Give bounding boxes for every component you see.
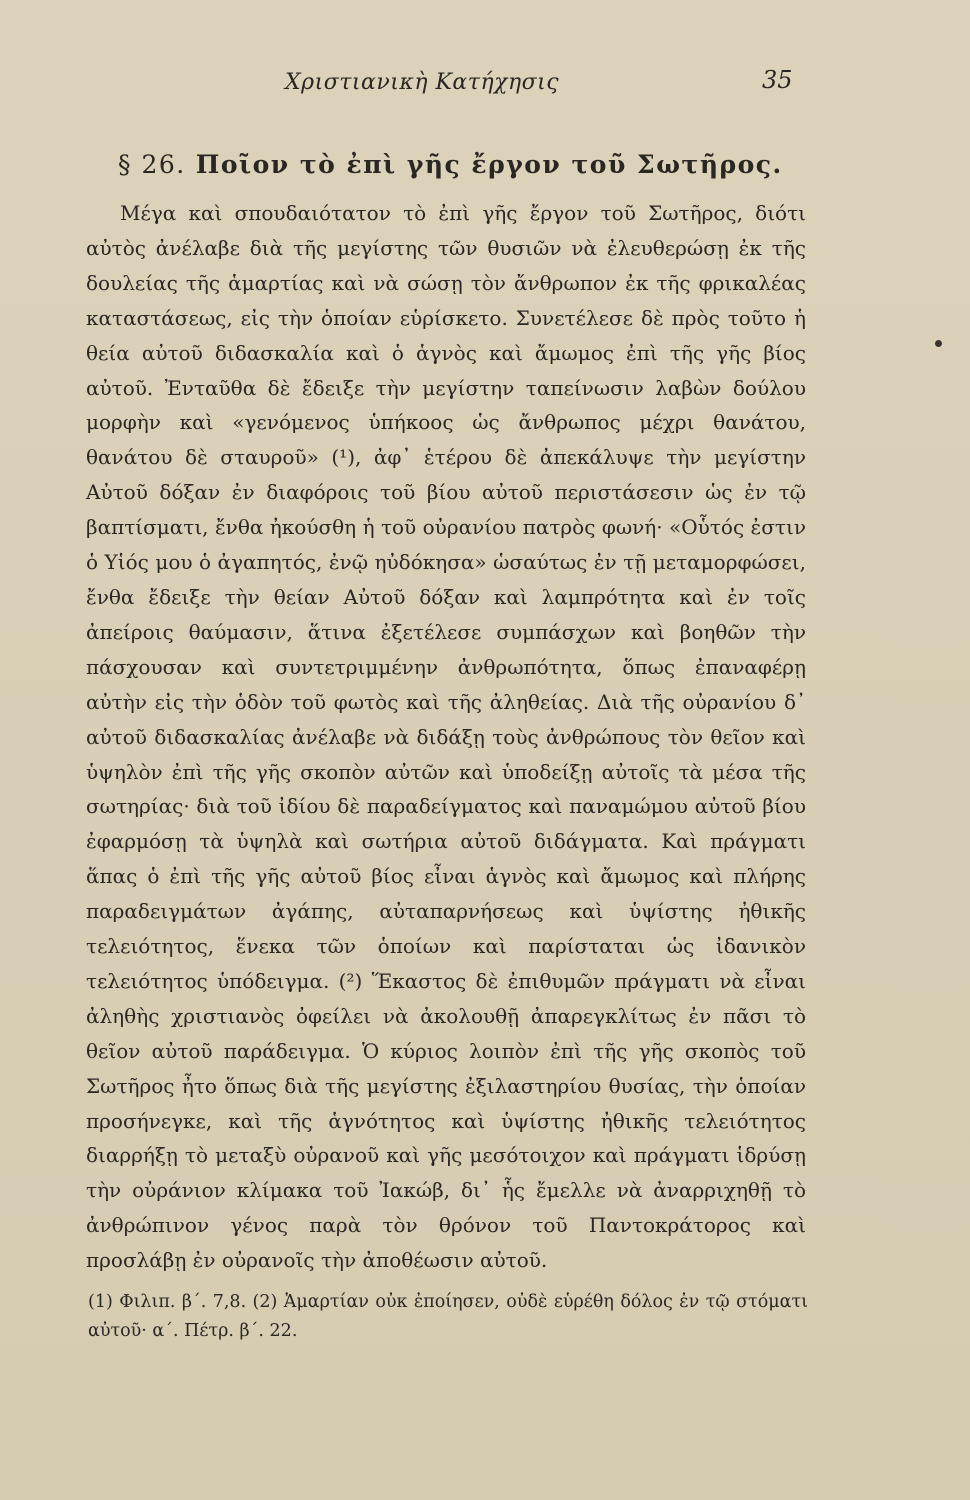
ink-spot: [935, 340, 942, 347]
running-head: [0, 66, 970, 110]
section-title: Ποῖον τὸ ἐπὶ γῆς ἔργον τοῦ Σωτῆρος.: [195, 150, 783, 179]
body-paragraph: Μέγα καὶ σπουδαιότατον τὸ ἐπὶ γῆς ἔργον τοῦ Σωτῆρος, διότι αὐτὸς ἀνέλαβε διὰ τῆς μεγίστης τῶν θυσιῶν νὰ ἐλευθερώσῃ ἐκ τῆς δουλείας τῆς ἁμαρτίας καὶ νὰ σώσῃ τὸν ἄνθρωπον ἐκ τῆς φρικαλέας καταστάσεως, εἰς τὴν ὁποίαν εὑρίσκετο. Συνετέλεσε δὲ πρὸς τοῦτο ἡ θεία αὐτοῦ διδασκαλία καὶ ὁ ἁγνὸς καὶ ἄμωμος ἐπὶ τῆς γῆς βίος αὐτοῦ. Ἐνταῦθα δὲ ἔδειξε τὴν μεγίστην ταπείνωσιν λαβὼν δούλου μορφὴν καὶ «γενόμενος ὑπήκοος ὡς ἄνθρωπος μέχρι θανάτου, θανάτου δὲ σταυροῦ» (¹), ἀφ᾽ ἑτέρου δὲ ἀπεκάλυψε τὴν μεγίστην Αὐτοῦ δόξαν ἐν διαφόροις τοῦ βίου αὐτοῦ περιστάσεσιν ὡς ἐν τῷ βαπτίσματι, ἔνθα ἠκούσθη ἡ τοῦ οὐρανίου πατρὸς φωνή· «Οὗτός ἐστιν ὁ Υἱός μου ὁ ἀγαπητός, ἐνῷ ηὐδόκησα» ὡσαύτως ἐν τῇ μεταμορφώσει, ἔνθα ἔδειξε τὴν θείαν Αὐτοῦ δόξαν καὶ λαμπρότητα καὶ ἐν τοῖς ἀπείροις θαύμασιν, ἅτινα ἐξετέλεσε συμπάσχων καὶ βοηθῶν τὴν πάσχουσαν καὶ συντετριμμένην ἀνθρωπότητα, ὅπως ἐπαναφέρῃ αὐτὴν εἰς τὴν ὁδὸν τοῦ φωτὸς καὶ τῆς ἀληθείας. Διὰ τῆς οὐρανίου δ᾽ αὐτοῦ διδασκαλίας ἀνέλαβε νὰ διδάξῃ τοὺς ἀνθρώπους τὸν θεῖον καὶ ὑψηλὸν ἐπὶ τῆς γῆς σκοπὸν αὐτῶν καὶ ὑποδείξῃ αὐτοῖς τὰ μέσα τῆς σωτηρίας· διὰ τοῦ ἰδίου δὲ παραδείγματος καὶ παναμώμου αὐτοῦ βίου ἐφαρμόσῃ τὰ ὑψηλὰ καὶ σωτήρια αὐτοῦ διδάγματα. Καὶ πράγματι ἅπας ὁ ἐπὶ τῆς γῆς αὐτοῦ βίος εἶναι ἁγνὸς καὶ ἄμωμος καὶ πλήρης παραδειγμάτων ἀγάπης, αὐταπαρνήσεως καὶ ὑψίστης ἠθικῆς τελειότητος, ἕνεκα τῶν ὁποίων καὶ παρίσταται ὡς ἰδανικὸν τελειότητος ὑπόδειγμα. (²) Ἕκαστος δὲ ἐπιθυμῶν πράγματι νὰ εἶναι ἀληθὴς χριστιανὸς ὀφείλει νὰ ἀκολουθῇ ἀπαρεγκλίτως ἐν πᾶσι τὸ θεῖον αὐτοῦ παράδειγμα. Ὁ κύριος λοιπὸν ἐπὶ τῆς γῆς σκοπὸς τοῦ Σωτῆρος ἦτο ὅπως διὰ τῆς μεγίστης ἐξιλαστηρίου θυσίας, τὴν ὁποίαν προσήνεγκε, καὶ τῆς ἁγνότητος καὶ ὑψίστης ἠθικῆς τελειότητος διαρρήξῃ τὸ μεταξὺ οὐρανοῦ καὶ γῆς μεσότοιχον καὶ πράγματι ἱδρύσῃ τὴν οὐράνιον κλίμακα τοῦ Ἰακώβ, δι᾽ ἧς ἔμελλε νὰ ἀναρριχηθῇ τὸ ἀνθρώπινον γένος παρὰ τὸν θρόνον τοῦ Παντοκράτορος καὶ προσλάβῃ ἐν οὐρανοῖς τὴν ἀποθέωσιν αὐτοῦ.: [86, 201, 806, 1273]
section-number: § 26.: [118, 150, 186, 179]
section-heading: [118, 150, 783, 179]
footnote-text: (1) Φιλιπ. β΄. 7,8. (2) Ἁμαρτίαν οὐκ ἐποίησεν, οὐδὲ εὑρέθη δόλος ἐν τῷ στόματι αὐτοῦ· α΄. Πέτρ. β΄. 22.: [88, 1292, 808, 1341]
running-head-title: Χριστιανικὴ Κατήχησις: [285, 70, 560, 95]
body-text: [86, 196, 806, 1278]
footnotes: [88, 1288, 808, 1346]
page-number: 35: [762, 66, 793, 94]
